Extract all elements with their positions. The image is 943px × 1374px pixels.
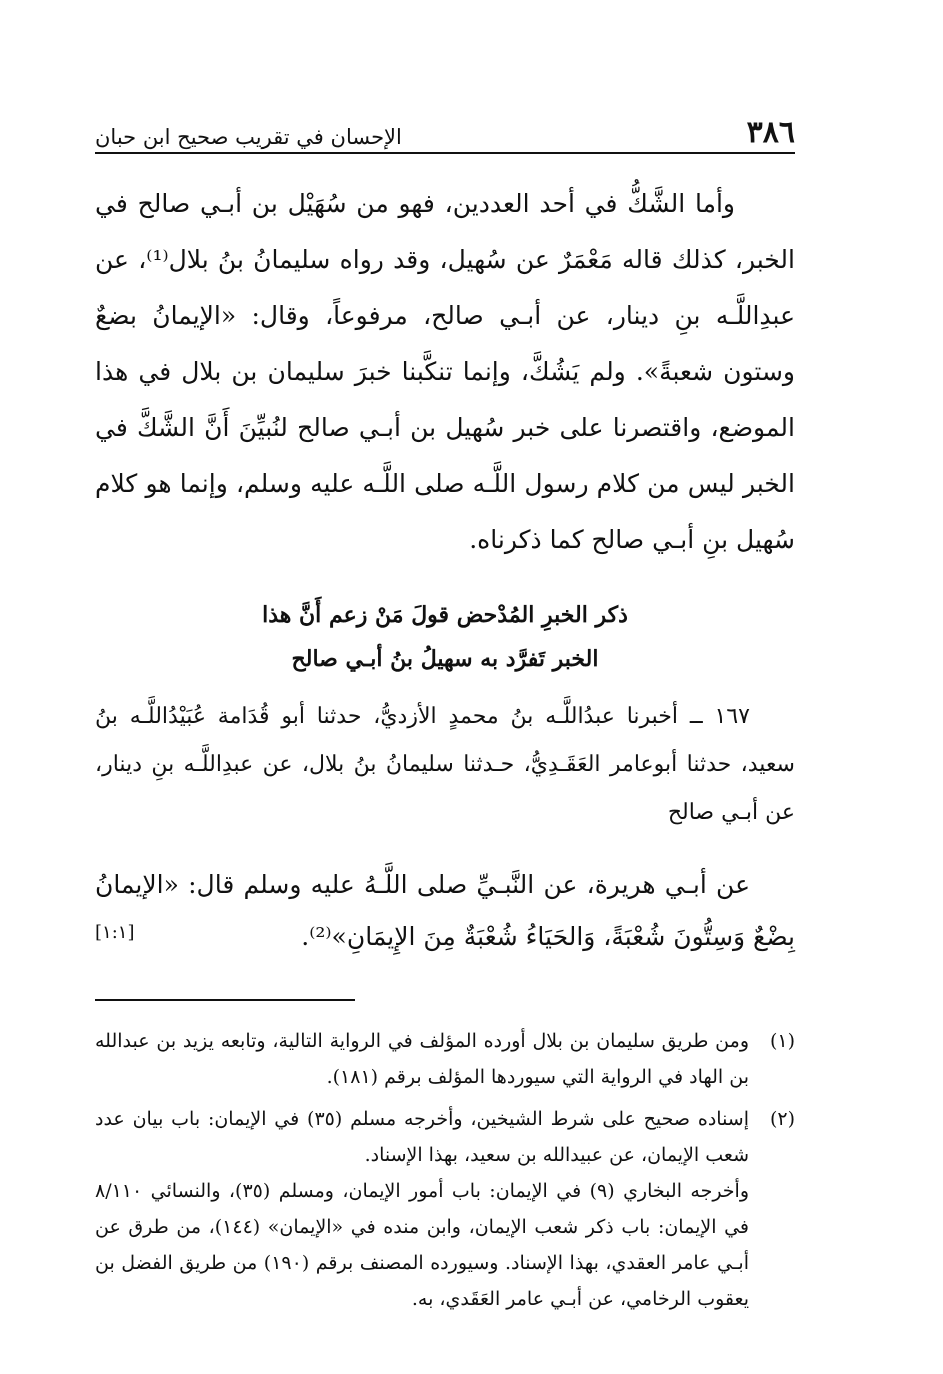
running-title: الإحسان في تقريب صحيح ابن حبان bbox=[95, 125, 402, 149]
chapter-heading bbox=[95, 593, 795, 681]
heading-line-2: الخبر تَفرَّد به سهيلُ بنُ أبـي صالح bbox=[291, 646, 599, 672]
footnote-body bbox=[95, 1023, 749, 1095]
footnote-1 bbox=[95, 1023, 795, 1095]
footnote-2 bbox=[95, 1101, 795, 1317]
page-header bbox=[95, 108, 795, 154]
heading-line-1: ذكر الخبرِ المُدْحض قولَ مَنْ زعم أَنَّ هذا bbox=[262, 602, 628, 628]
footnote-body bbox=[95, 1101, 749, 1317]
hadith-matn bbox=[95, 859, 795, 963]
page-number: ٣٨٦ bbox=[746, 115, 795, 150]
footnotes bbox=[95, 1023, 795, 1317]
footnote-number: (١) bbox=[769, 1030, 795, 1052]
footnote-separator bbox=[95, 999, 355, 1001]
hadith-isnad: ١٦٧ ــ أخبرنا عبدُاللَّـه بنُ محمدٍ الأزديُّ، حدثنا أبو قُدَامة عُبَيْدُاللَّـه بنُ سعيد، حدثنا أبوعامر العَقَـدِيُّ، حـدثنا سليمانُ بنُ بلال، عن عبدِاللَّـه بنِ دينار، عن أبـي صالح bbox=[95, 704, 795, 825]
footnote-line: إسناده صحيح على شرط الشيخين، وأخرجه مسلم (٣٥) في الإيمان: باب بيان عدد شعب الإيمان، عن عبيدالله بن سعيد، بهذا الإسناد. bbox=[95, 1108, 749, 1166]
footnote-line: ومن طريق سليمان بن بلال أورده المؤلف في الرواية التالية، وتابعه يزيد بن عبدالله بن الهاد في الرواية التي سيوردها المؤلف برقم (١٨١). bbox=[95, 1030, 749, 1088]
hadith-matn-text: عن أبـي هريرة، عن النَّبـيِّ صلى اللَّـهُ عليه وسلم قال: «الإيمانُ بِضْعٌ وَسِتُّونَ شُعْبَةً، وَالحَيَاءُ شُعْبَةٌ مِنَ الإِيمَانِ»⁽²⁾. bbox=[95, 870, 795, 951]
main-paragraph: وأما الشَّكُّ في أحد العددين، فهو من سُهَيْل بن أبـي صالح في الخبر، كذلك قاله مَعْمَرٌ عن سُهيل، وقد رواه سليمانُ بنُ بلال⁽¹⁾، عن عبدِاللَّـه بنِ دينار، عن أبـي صالح، مرفوعاً، وقال: «الإيمانُ بضعٌ وستون شعبةً». ولم يَشُكَّ، وإنما تنكَّبنا خبرَ سليمان بن بلال في هذا الموضع، واقتصرنا على خبر سُهيل بن أبـي صالح لنُبيِّنَ أَنَّ الشَّكَّ في الخبر ليس من كلام رسول اللَّـه صلى اللَّـه عليه وسلم، وإنما هو كلام سُهيل بنِ أبـي صالح كما ذكرناه. bbox=[95, 189, 795, 554]
footnote-line: وأخرجه البخاري (٩) في الإيمان: باب أمور الإيمان، ومسلم (٣٥)، والنسائي ٨/١١٠ في الإيمان: باب ذكر شعب الإيمان، وابن منده في «الإيمان» (١٤٤)، من طرق عن أبـي عامر العقدي، بهذا الإسناد. وسيورده المصنف برقم (١٩٠) من طريق الفضل بن يعقوب الرخامي، عن أبـي عامر العَقَدي، به. bbox=[95, 1180, 750, 1310]
footnote-number: (٢) bbox=[769, 1108, 795, 1130]
hadith-reference: [١:١] bbox=[95, 922, 135, 943]
book-page bbox=[95, 108, 795, 1323]
